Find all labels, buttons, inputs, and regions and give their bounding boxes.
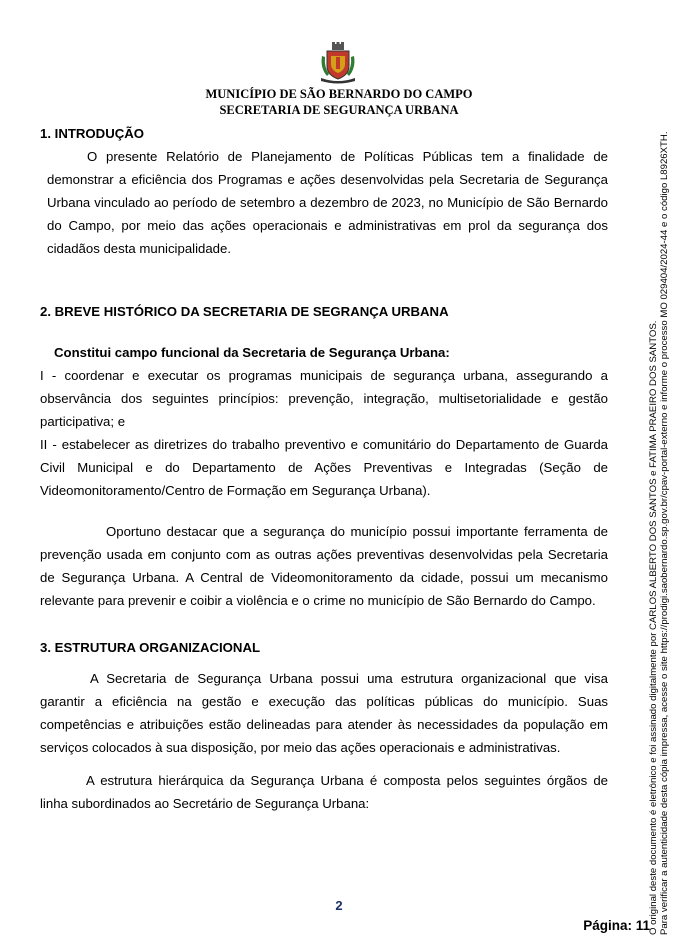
header-municipality: MUNICÍPIO DE SÃO BERNARDO DO CAMPO bbox=[205, 87, 473, 101]
signature-stamp-line-2: Para verificar a autenticidade desta cópia impressa, acesse o site https://prodigi.saobernardo.sp.gov.br/cpav-portal-externo e informe o processo MO 029404/2024-44 e o código L8926XTH. bbox=[659, 131, 670, 935]
page-label: Página: 11 bbox=[583, 918, 650, 933]
section-heading-estrutura: 3. ESTRUTURA ORGANIZACIONAL bbox=[40, 640, 261, 655]
digital-signature-stamp bbox=[648, 75, 670, 935]
historico-subheading: Constitui campo funcional da Secretaria de Segurança Urbana: bbox=[54, 345, 450, 360]
historico-item-1: I - coordenar e executar os programas municipais de segurança urbana, assegurando a observância dos seguintes princípios: prevenção, integração, multisetorialidade e gestão participativa; e bbox=[40, 368, 608, 429]
spacer bbox=[40, 260, 608, 300]
section-heading-introducao: 1. INTRODUÇÃO bbox=[40, 126, 145, 141]
document-body bbox=[40, 122, 608, 815]
spacer bbox=[40, 612, 608, 636]
estrutura-paragraph-1: A Secretaria de Segurança Urbana possui uma estrutura organizacional que visa garantir a eficiência na gestão e execução das políticas públicas do município. Suas competências e atribuições estão delineadas para atender às necessidades da população em serviços colocados à sua disposição, por meio das ações operacionais e administrativas. bbox=[40, 671, 608, 755]
municipal-crest-icon bbox=[319, 42, 357, 84]
historico-item-2: II - estabelecer as diretrizes do trabalho preventivo e comunitário do Departamento de Guarda Civil Municipal e do Departamento de Ações Preventivas e Integradas (Seção de Videomonitoramento/Centro de Formação em Segurança Urbana). bbox=[40, 437, 608, 498]
spacer bbox=[40, 502, 608, 520]
header-secretariat: SECRETARIA DE SEGURANÇA URBANA bbox=[219, 103, 459, 117]
historico-paragraph: Oportuno destacar que a segurança do município possui importante ferramenta de prevenção usada em conjunto com as outras ações preventivas desenvolvidas pela Secretaria de Segurança Urbana. A Central de Videomonitoramento da cidade, possui um mecanismo relevante para prevenir e coibir a violência e o crime no município de São Bernardo do Campo. bbox=[40, 524, 608, 608]
page-number: 2 bbox=[335, 898, 343, 913]
spacer bbox=[40, 759, 608, 769]
estrutura-paragraph-2: A estrutura hierárquica da Segurança Urbana é composta pelos seguintes órgãos de linha subordinados ao Secretário de Segurança Urbana: bbox=[40, 773, 608, 811]
section-heading-historico: 2. BREVE HISTÓRICO DA SECRETARIA DE SEGRANÇA URBANA bbox=[40, 304, 449, 319]
spacer bbox=[40, 323, 608, 341]
introducao-paragraph: O presente Relatório de Planejamento de Políticas Públicas tem a finalidade de demonstrar a eficiência dos Programas e ações desenvolvidas pela Secretaria de Segurança Urbana vinculado ao período de setembro a dezembro de 2023, no Município de São Bernardo do Campo, por meio das ações operacionais e administrativas em prol da segurança dos cidadãos desta municipalidade. bbox=[47, 149, 608, 256]
spacer bbox=[40, 659, 608, 667]
signature-stamp-line-1: O original deste documento é eletrônico e foi assinado digitalmente por CARLOS ALBERTO DOS SANTOS e FATIMA PRAEIRO DOS SANTOS. bbox=[648, 320, 659, 935]
